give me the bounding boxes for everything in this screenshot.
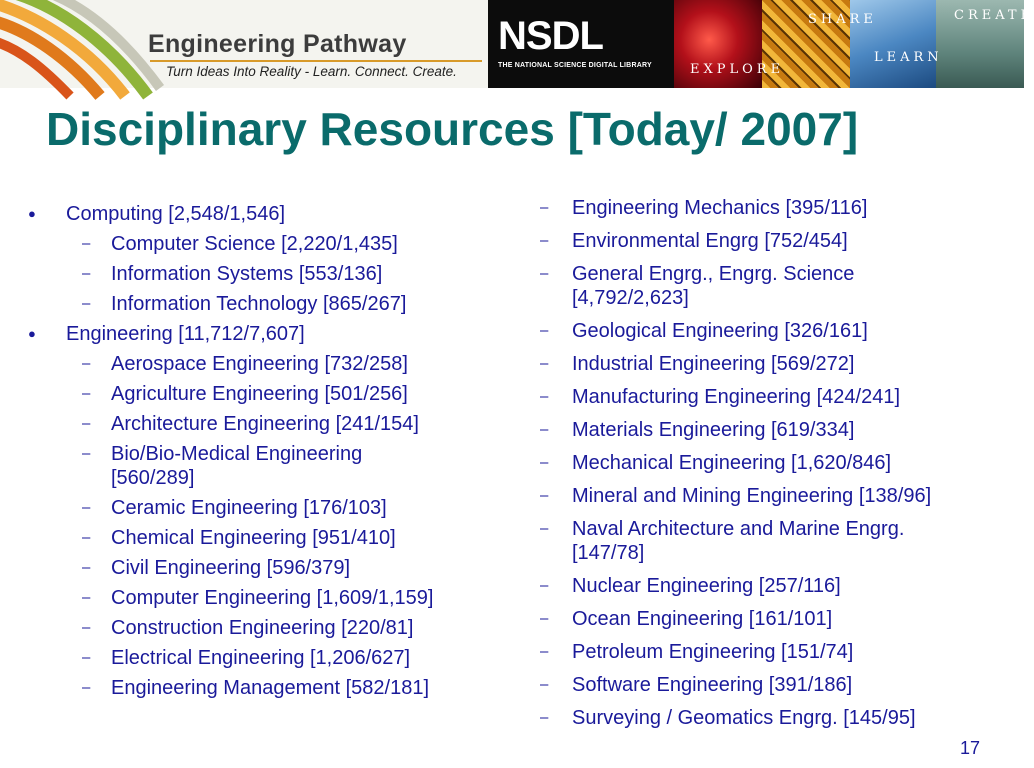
slide-title: Disciplinary Resources [Today/ 2007]	[46, 103, 859, 155]
list-subitem: – Naval Architecture and Marine Engrg. [147/78]	[0, 517, 962, 565]
header-banner	[0, 0, 1034, 88]
banner-word-learn: LEARN	[874, 50, 943, 65]
list-subitem: – Electrical Engineering [1,206/627]	[0, 646, 491, 670]
list-subitem: – Nuclear Engineering [257/116]	[0, 574, 962, 598]
list-subitem: – Surveying / Geomatics Engrg. [145/95]	[0, 706, 962, 730]
list-subitem: – Mechanical Engineering [1,620/846]	[0, 451, 962, 475]
list-subitem: – Computer Science [2,220/1,435]	[0, 232, 491, 256]
list-subitem: – Construction Engineering [220/81]	[0, 616, 491, 640]
list-subitem: – Software Engineering [391/186]	[0, 673, 962, 697]
list-subitem: – Chemical Engineering [951/410]	[0, 526, 491, 550]
list-subitem: – Petroleum Engineering [151/74]	[0, 640, 962, 664]
list-subitem: – General Engrg., Engrg. Science [4,792/2,623]	[0, 262, 912, 310]
nsdl-wordmark: NSDL	[498, 14, 603, 58]
list-item-engineering: ● Engineering [11,712/7,607]	[0, 322, 520, 346]
list-subitem: – Agriculture Engineering [501/256]	[0, 382, 491, 406]
list-subitem: – Manufacturing Engineering [424/241]	[0, 385, 962, 409]
list-subitem: – Ceramic Engineering [176/103]	[0, 496, 491, 520]
brand-divider	[150, 60, 482, 62]
engineering-pathway-logo	[0, 0, 488, 88]
list-subitem: – Materials Engineering [619/334]	[0, 418, 962, 442]
list-subitem: – Bio/Bio-Medical Engineering [560/289]	[0, 442, 411, 490]
brand-title: Engineering Pathway	[148, 30, 407, 58]
list-subitem: – Computer Engineering [1,609/1,159]	[0, 586, 491, 610]
right-resource-list	[0, 196, 1024, 739]
list-subitem: – Aerospace Engineering [732/258]	[0, 352, 491, 376]
list-subitem: – Architecture Engineering [241/154]	[0, 412, 491, 436]
brand-tagline: Turn Ideas Into Reality - Learn. Connect. Create.	[166, 64, 457, 79]
page-number: 17	[960, 738, 981, 758]
swoosh-graphic	[0, 0, 150, 88]
list-subitem: – Environmental Engrg [752/454]	[0, 229, 962, 253]
banner-word-share: SHARE	[808, 12, 877, 27]
list-subitem: – Ocean Engineering [161/101]	[0, 607, 962, 631]
list-subitem: – Engineering Mechanics [395/116]	[0, 196, 962, 220]
list-subitem: – Information Systems [553/136]	[0, 262, 491, 286]
list-item-computing: ● Computing [2,548/1,546]	[0, 202, 520, 226]
nsdl-logo	[488, 0, 674, 88]
banner-word-explore: EXPLORE	[690, 62, 785, 77]
list-subitem: – Industrial Engineering [569/272]	[0, 352, 962, 376]
list-subitem: – Engineering Management [582/181]	[0, 676, 491, 700]
list-subitem: – Mineral and Mining Engineering [138/96]	[0, 484, 992, 508]
list-subitem: – Civil Engineering [596/379]	[0, 556, 491, 580]
nsdl-subtitle: THE NATIONAL SCIENCE DIGITAL LIBRARY	[498, 62, 652, 69]
list-subitem: – Geological Engineering [326/161]	[0, 319, 962, 343]
banner-word-create: CREATE	[954, 8, 1034, 23]
list-subitem: – Information Technology [865/267]	[0, 292, 491, 316]
